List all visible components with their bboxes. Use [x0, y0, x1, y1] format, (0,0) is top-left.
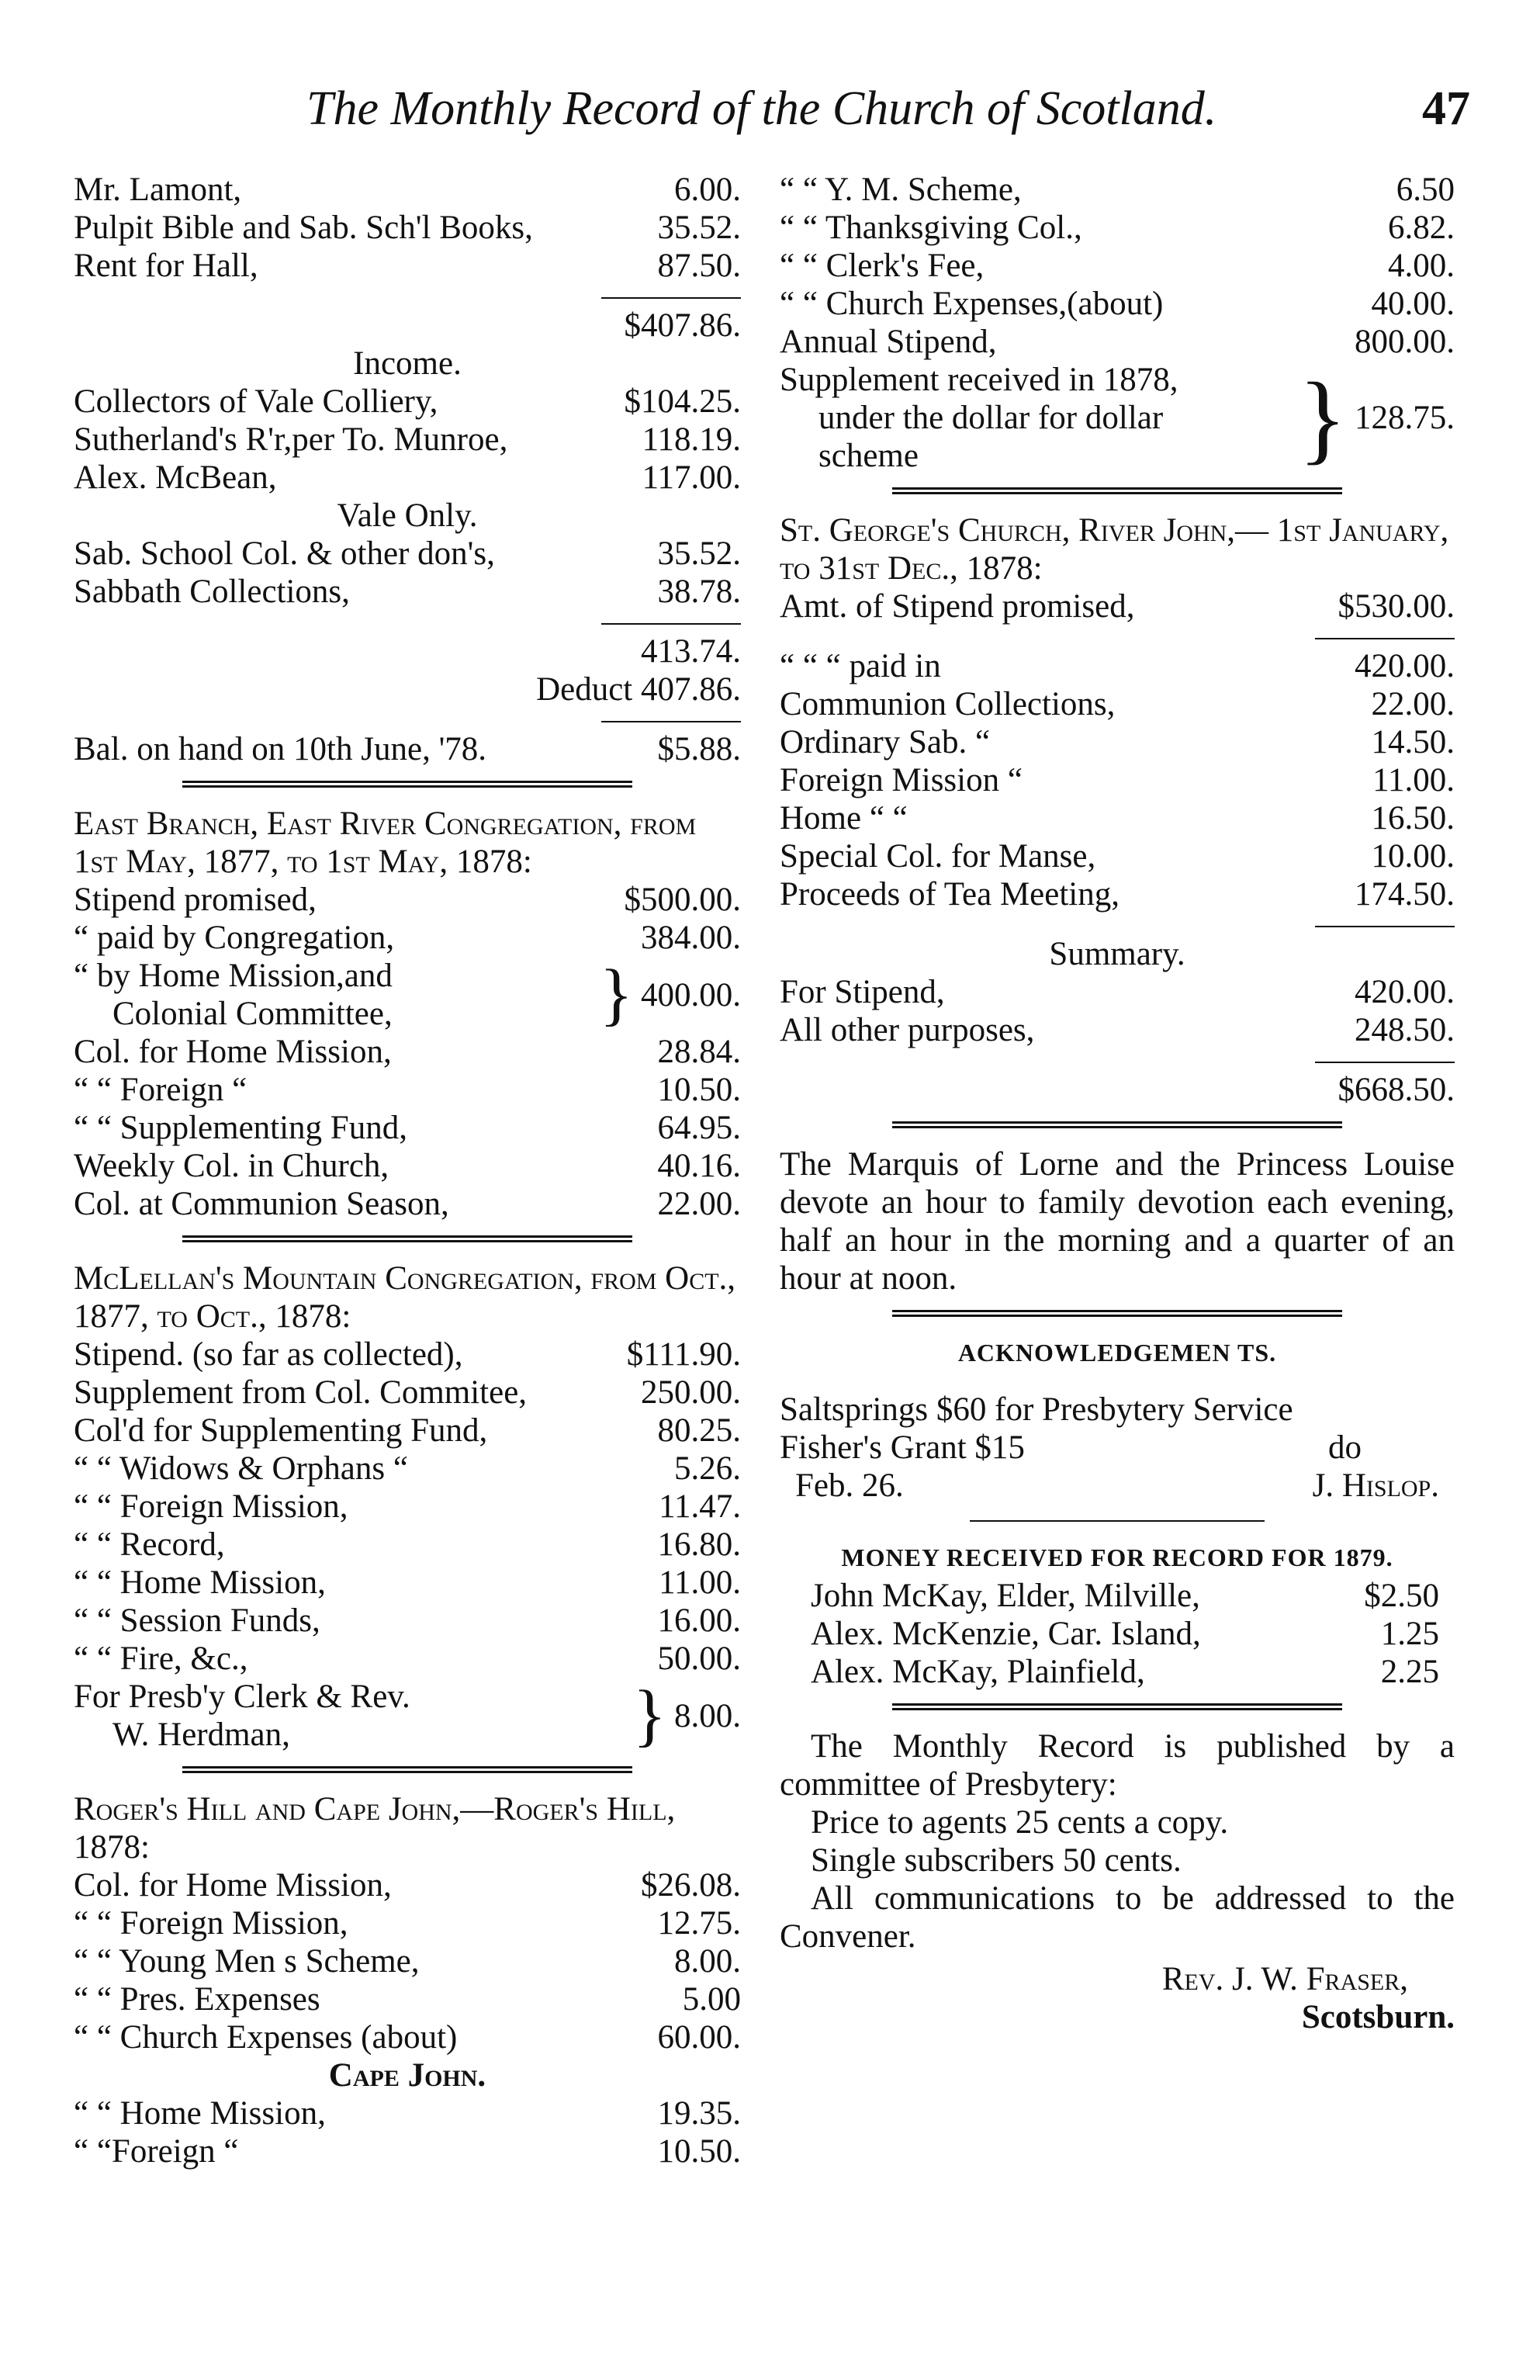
ledger-row [74, 535, 741, 573]
row-label: “ “ Pres. Expenses [74, 1981, 320, 2018]
multi-line: For Presb'y Clerk & Rev. [74, 1678, 410, 1715]
brace-glyph: } [632, 1677, 666, 1754]
ledger-row [780, 247, 1455, 285]
ledger-row [780, 171, 1455, 209]
row-label: “ “ Church Expenses,(about) [780, 286, 1164, 322]
total-rule [601, 623, 741, 625]
expense-list [74, 171, 741, 285]
ledger-row [780, 973, 1455, 1011]
ledger-row [74, 1980, 741, 2018]
mclellan-heading: McLellan's Mountain Congregation, from Oct., 1877, to Oct., 1878: [74, 1260, 736, 1335]
ledger-row [780, 209, 1455, 247]
row-label: Foreign Mission “ [780, 762, 1023, 799]
ledger-row [74, 1488, 741, 1526]
row-label: Col. at Communion Season, [74, 1186, 449, 1222]
row-label: “ “ Home Mission, [74, 1564, 326, 1601]
row-label: Ordinary Sab. “ [780, 724, 991, 760]
row-label: Stipend. (so far as collected), [74, 1336, 463, 1373]
row-label: Col'd for Supplementing Fund, [74, 1412, 488, 1449]
row-amount: 16.80. [657, 1526, 741, 1563]
balance-label: Bal. on hand on 10th June, '78. [74, 731, 487, 767]
row-label: “ “ Young Men s Scheme, [74, 1943, 420, 1980]
row-label: Sab. School Col. & other don's, [74, 535, 495, 572]
row-amount: 8.00. [674, 1943, 741, 1980]
cape-john-list [74, 2094, 741, 2170]
east-branch-list [74, 881, 741, 957]
row-amount: 800.00. [1355, 324, 1455, 360]
mclellan-list [74, 1336, 741, 1678]
row-amount: $111.90. [626, 1336, 741, 1373]
row-label: “ “ Thanksgiving Col., [780, 210, 1082, 246]
multi-amount: 8.00. [674, 1697, 741, 1734]
ledger-row [74, 1526, 741, 1564]
ledger-row [74, 1071, 741, 1109]
ledger-row [74, 247, 741, 285]
row-amount: 118.19. [642, 421, 741, 458]
section-divider [892, 1121, 1342, 1128]
balance-amount: $5.88. [657, 731, 741, 767]
row-amount: $2.50 [1364, 1578, 1439, 1614]
ledger-row [74, 1904, 741, 1942]
ledger-row [74, 1450, 741, 1488]
summary-total: $668.50. [1338, 1072, 1455, 1108]
brace-glyph: } [599, 956, 633, 1033]
row-label: “ “ Foreign “ [74, 1072, 247, 1108]
row-label: Col. for Home Mission, [74, 1034, 392, 1070]
multi-line: Colonial Committee, [112, 996, 393, 1032]
communications-line: All communications to be addressed to the Convener. [780, 1880, 1455, 1955]
ledger-row [74, 209, 741, 247]
ledger-row [74, 2132, 741, 2170]
ledger-row [74, 1147, 741, 1185]
summary-total-row [780, 1071, 1455, 1109]
row-label: “ “ Home Mission, [74, 2095, 326, 2132]
row-amount: 384.00. [641, 920, 741, 956]
ledger-row [811, 1615, 1439, 1653]
row-amount: 420.00. [1355, 648, 1455, 684]
row-label: “ paid by Congregation, [74, 920, 395, 956]
row-label: Weekly Col. in Church, [74, 1148, 389, 1184]
row-amount: 35.52. [657, 535, 741, 572]
ledger-row [74, 171, 741, 209]
ledger-row [74, 1374, 741, 1412]
row-label: For Stipend, [780, 974, 945, 1010]
cape-john-heading: Cape John. [328, 2057, 486, 2094]
st-george-heading: St. George's Church, River John,— 1st January, to 31st Dec., 1878: [780, 512, 1449, 587]
total-rule [1315, 1062, 1455, 1063]
row-amount: 10.50. [657, 1072, 741, 1108]
east-multi-row [74, 957, 741, 1033]
ledger-row [780, 837, 1455, 875]
row-label: Communion Collections, [780, 686, 1116, 722]
subscriber-line: Single subscribers 50 cents. [811, 1842, 1182, 1879]
row-label: Alex. McKenzie, Car. Island, [811, 1616, 1201, 1652]
row-label: Stipend promised, [74, 882, 317, 918]
ack-signer: J. Hislop. [1312, 1467, 1439, 1504]
ledger-row [74, 383, 741, 421]
signature-place: Scotsburn. [1301, 1999, 1455, 2035]
right-column [780, 171, 1455, 2036]
section-divider [182, 1766, 632, 1773]
row-amount: 6.82. [1388, 210, 1455, 246]
row-label: Sutherland's R'r,per To. Munroe, [74, 421, 508, 458]
multi-line: scheme [818, 438, 919, 474]
ledger-row [780, 685, 1455, 723]
ledger-row [74, 2094, 741, 2132]
ledger-row [74, 1942, 741, 1980]
page-header [74, 81, 1470, 144]
row-amount: 4.00. [1388, 248, 1455, 284]
row-label: “ “ “ paid in [780, 648, 941, 684]
row-amount: 174.50. [1355, 876, 1455, 913]
vale-list [74, 535, 741, 611]
multi-amount: 400.00. [641, 976, 741, 1013]
row-label: Alex. McKay, Plainfield, [811, 1654, 1145, 1690]
ledger-row [74, 2018, 741, 2056]
brace-glyph: } [1298, 362, 1347, 474]
ledger-row [74, 1336, 741, 1374]
row-amount: 117.00. [642, 459, 741, 496]
ledger-row [74, 1109, 741, 1147]
ledger-row [780, 761, 1455, 799]
row-amount: 28.84. [657, 1034, 741, 1070]
row-label: John McKay, Elder, Milville, [811, 1578, 1200, 1614]
row-amount: 64.95. [657, 1110, 741, 1146]
row-label: “ “ Church Expenses (about) [74, 2019, 458, 2056]
row-amount: 5.26. [674, 1450, 741, 1487]
presby-multi-row [74, 1678, 741, 1754]
row-label: “ “ Foreign Mission, [74, 1488, 348, 1525]
row-label: “ “ Clerk's Fee, [780, 248, 985, 284]
section-divider [970, 1520, 1265, 1522]
left-column [74, 171, 741, 2170]
row-amount: 10.50. [657, 2133, 741, 2170]
row-amount: 11.00. [659, 1564, 741, 1601]
row-amount: 10.00. [1371, 838, 1455, 875]
ledger-row [74, 573, 741, 611]
section-divider [182, 781, 632, 788]
section-divider [892, 1310, 1342, 1317]
row-label: Alex. McBean, [74, 459, 277, 496]
row-label: Annual Stipend, [780, 324, 997, 360]
row-label: Col. for Home Mission, [74, 1867, 392, 1904]
row-label: Rent for Hall, [74, 248, 258, 284]
ledger-row [74, 1564, 741, 1602]
row-amount: 22.00. [657, 1186, 741, 1222]
row-amount: $104.25. [624, 383, 741, 420]
ledger-row [780, 323, 1455, 361]
row-label: “ “ Foreign Mission, [74, 1905, 348, 1942]
ledger-row [780, 723, 1455, 761]
price-line: Price to agents 25 cents a copy. [811, 1804, 1229, 1841]
multi-amount: 128.75. [1355, 400, 1455, 436]
ledger-row [74, 1640, 741, 1678]
ack-date: Feb. 26. [795, 1467, 904, 1504]
row-label: Supplement from Col. Commitee, [74, 1374, 528, 1411]
sum-row [74, 632, 741, 670]
row-label: All other purposes, [780, 1012, 1035, 1048]
ledger-row [74, 1866, 741, 1904]
ledger-row [780, 875, 1455, 913]
row-label: Amt. of Stipend promised, [780, 588, 1135, 625]
row-amount: 250.00. [641, 1374, 741, 1411]
ledger-row [74, 1033, 741, 1071]
row-label: “ “ Y. M. Scheme, [780, 171, 1022, 208]
acknowledgements-heading: ACKNOWLEDGEMEN TS. [957, 1339, 1277, 1367]
ack-row [780, 1467, 1455, 1505]
ack-row [780, 1429, 1455, 1467]
ledger-row [74, 881, 741, 919]
row-amount: 248.50. [1355, 1012, 1455, 1048]
row-amount: 14.50. [1371, 724, 1455, 760]
east-branch-heading: East Branch, East River Congregation, from 1st May, 1877, to 1st May, 1878: [74, 805, 697, 880]
row-amount: 11.00. [1372, 762, 1455, 799]
row-label: “ “Foreign “ [74, 2133, 239, 2170]
multi-line: W. Herdman, [112, 1717, 290, 1753]
row-label: Collectors of Vale Colliery, [74, 383, 438, 420]
ledger-row [780, 647, 1455, 685]
row-amount: 80.25. [657, 1412, 741, 1449]
ack-line: Fisher's Grant $15 [780, 1429, 1025, 1466]
row-label: Pulpit Bible and Sab. Sch'l Books, [74, 210, 533, 246]
row-amount: 35.52. [657, 210, 741, 246]
ack-ditto: do [1328, 1429, 1362, 1466]
stipend-promised-row [780, 587, 1455, 625]
row-amount: 5.00 [682, 1981, 741, 2018]
row-amount: $26.08. [641, 1867, 741, 1904]
row-amount: $500.00. [624, 882, 741, 918]
row-label: Home “ “ [780, 800, 908, 837]
row-amount: 50.00. [657, 1640, 741, 1677]
total-rule [601, 297, 741, 299]
total-rule [601, 721, 741, 722]
row-label: Sabbath Collections, [74, 573, 350, 610]
row-label: “ “ Widows & Orphans “ [74, 1450, 408, 1487]
income-list [74, 383, 741, 497]
multi-line: “ by Home Mission,and [74, 958, 393, 994]
ledger-row [780, 1011, 1455, 1049]
row-amount: 12.75. [657, 1905, 741, 1942]
ledger-row [811, 1577, 1439, 1615]
row-amount: 1.25 [1380, 1616, 1439, 1652]
rogers-hill-heading: Roger's Hill and Cape John,—Roger's Hill, 1878: [74, 1791, 676, 1866]
east-branch-list [74, 1033, 741, 1223]
balance-row [74, 730, 741, 768]
running-title: The Monthly Record of the Church of Scotland. [306, 82, 1217, 135]
ledger-row [74, 1185, 741, 1223]
row-amount: 6.00. [674, 171, 741, 208]
row-label: Mr. Lamont, [74, 171, 242, 208]
total-rule [1315, 926, 1455, 927]
row-amount: 22.00. [1371, 686, 1455, 722]
rogers-hill-list [74, 1866, 741, 2056]
publication-notice: The Monthly Record is published by a committee of Presbytery: [780, 1728, 1455, 1803]
multi-line: under the dollar for dollar [818, 400, 1164, 436]
row-amount: 16.50. [1371, 800, 1455, 837]
ledger-row [74, 1412, 741, 1450]
row-label: Proceeds of Tea Meeting, [780, 876, 1120, 913]
row-amount: 40.00. [1371, 286, 1455, 322]
total-rule [1315, 638, 1455, 639]
row-label: “ “ Supplementing Fund, [74, 1110, 407, 1146]
sum-amount: 413.74. [641, 633, 741, 670]
section-divider [892, 487, 1342, 494]
row-amount: 60.00. [657, 2019, 741, 2056]
row-label: “ “ Session Funds, [74, 1602, 320, 1639]
page-number: 47 [1422, 82, 1470, 135]
section-divider [182, 1235, 632, 1242]
row-amount: 6.50 [1396, 171, 1455, 208]
ledger-row [780, 285, 1455, 323]
row-label: “ “ Record, [74, 1526, 225, 1563]
vale-heading: Vale Only. [337, 497, 478, 534]
row-amount: 2.25 [1380, 1654, 1439, 1690]
st-george-list [780, 647, 1455, 913]
ledger-row [74, 459, 741, 497]
section-divider [892, 1703, 1342, 1710]
row-amount: 40.16. [657, 1148, 741, 1184]
row-amount: $530.00. [1338, 588, 1455, 625]
summary-heading: Summary. [1049, 936, 1185, 972]
row-amount: 420.00. [1355, 974, 1455, 1010]
total-amount: $407.86. [624, 307, 741, 344]
ledger-row [780, 799, 1455, 837]
supplement-row [780, 361, 1455, 475]
ledger-row [74, 919, 741, 957]
summary-list [780, 973, 1455, 1049]
money-received-heading: MONEY RECEIVED FOR RECORD FOR 1879. [841, 1543, 1393, 1571]
row-label: Special Col. for Manse, [780, 838, 1096, 875]
continued-list [780, 171, 1455, 361]
royal-notice: The Marquis of Lorne and the Princess Louise devote an hour to family devotion each evening, half an hour in the morning and a quarter of an hour at noon. [780, 1146, 1455, 1297]
ack-line: Saltsprings $60 for Presbytery Service [780, 1391, 1293, 1428]
row-amount: 19.35. [657, 2095, 741, 2132]
row-amount: 38.78. [657, 573, 741, 610]
row-label: “ “ Fire, &c., [74, 1640, 248, 1677]
income-heading: Income. [353, 345, 462, 382]
money-received-list [780, 1577, 1455, 1691]
row-amount: 87.50. [657, 248, 741, 284]
multi-line: Supplement received in 1878, [780, 362, 1178, 398]
total-row [74, 307, 741, 345]
ledger-row [74, 1602, 741, 1640]
ledger-row [74, 421, 741, 459]
signature-name: Rev. J. W. Fraser, [1161, 1961, 1408, 1997]
deduct-amount: Deduct 407.86. [536, 671, 741, 708]
row-amount: 11.47. [659, 1488, 741, 1525]
row-amount: 16.00. [657, 1602, 741, 1639]
ledger-row [811, 1653, 1439, 1691]
deduct-row [74, 670, 741, 708]
